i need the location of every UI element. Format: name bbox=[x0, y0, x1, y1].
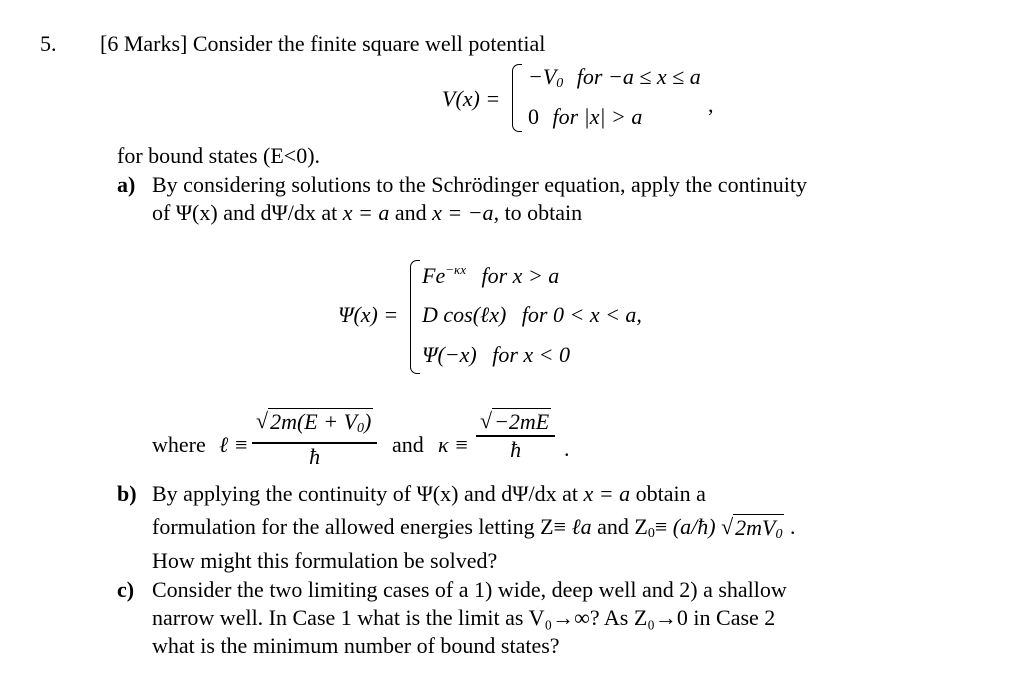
ell-denominator: ħ bbox=[309, 443, 321, 469]
wavefunction-lhs: Ψ(x) = bbox=[338, 302, 399, 327]
part-b-line-2: formulation for the allowed energies letting Z≡ ℓa and $Z_0\equiv$ (a/ħ) √ $2mV_0$ . bbox=[152, 514, 795, 548]
ell-definition: ℓ ≡ bbox=[219, 432, 249, 457]
wavefunction-case-2: D cos(ℓx) for 0 < x < a, bbox=[422, 302, 642, 327]
where-label: where bbox=[152, 432, 206, 457]
part-b-line-3: How might this formulation be solved? bbox=[152, 548, 498, 573]
bound-states-text: for bound states (E<0). bbox=[117, 143, 321, 168]
wavefunction-brace bbox=[410, 260, 420, 374]
part-b-line-1: By applying the continuity of Ψ(x) and dΨ/dx at x = a obtain a bbox=[152, 481, 706, 506]
marks-label: [6 Marks] bbox=[100, 31, 188, 56]
potential-lhs: V(x) = bbox=[442, 86, 501, 111]
part-a-line-1: By considering solutions to the Schrödinger equation, apply the continuity bbox=[152, 172, 808, 197]
potential-trailing-comma: , bbox=[708, 92, 714, 117]
part-c-line-3: what is the minimum number of bound states? bbox=[152, 633, 560, 658]
part-b-label: b) bbox=[117, 481, 137, 506]
definitions-period: . bbox=[564, 436, 570, 461]
intro-text: Consider the finite square well potential bbox=[192, 31, 546, 56]
ell-numerator: √ $2m(E + V_0)$ bbox=[252, 408, 377, 442]
ell-fraction bbox=[252, 408, 377, 470]
part-c-line-1: Consider the two limiting cases of a 1) wide, deep well and 2) a shallow bbox=[152, 577, 787, 602]
kappa-fraction bbox=[476, 408, 555, 463]
potential-case-1: $-V_0$ for −a ≤ x ≤ a bbox=[528, 64, 701, 91]
potential-brace bbox=[512, 64, 522, 132]
part-c-label: c) bbox=[117, 577, 135, 602]
question-number: 5. bbox=[40, 31, 57, 56]
and-label: and bbox=[392, 432, 424, 457]
question-header bbox=[100, 31, 545, 57]
part-c-line-2: narrow well. In Case 1 what is the limit as V₀→∞? As Z₀→0 in Case 2 bbox=[152, 605, 776, 630]
potential-case-2: 0 for |x| > a bbox=[528, 104, 643, 129]
kappa-numerator: √ −2mE bbox=[480, 408, 550, 434]
kappa-denominator: ħ bbox=[510, 436, 522, 462]
kappa-definition: κ ≡ bbox=[438, 432, 469, 457]
wavefunction-case-1: $Fe^{-\kappa x}$ for x > a bbox=[422, 262, 560, 288]
part-a-line-2: of Ψ(x) and dΨ/dx at x = a and x = −a, to obtain bbox=[152, 200, 583, 225]
wavefunction-case-3: Ψ(−x) for x < 0 bbox=[422, 342, 571, 367]
part-a-label: a) bbox=[117, 172, 136, 197]
